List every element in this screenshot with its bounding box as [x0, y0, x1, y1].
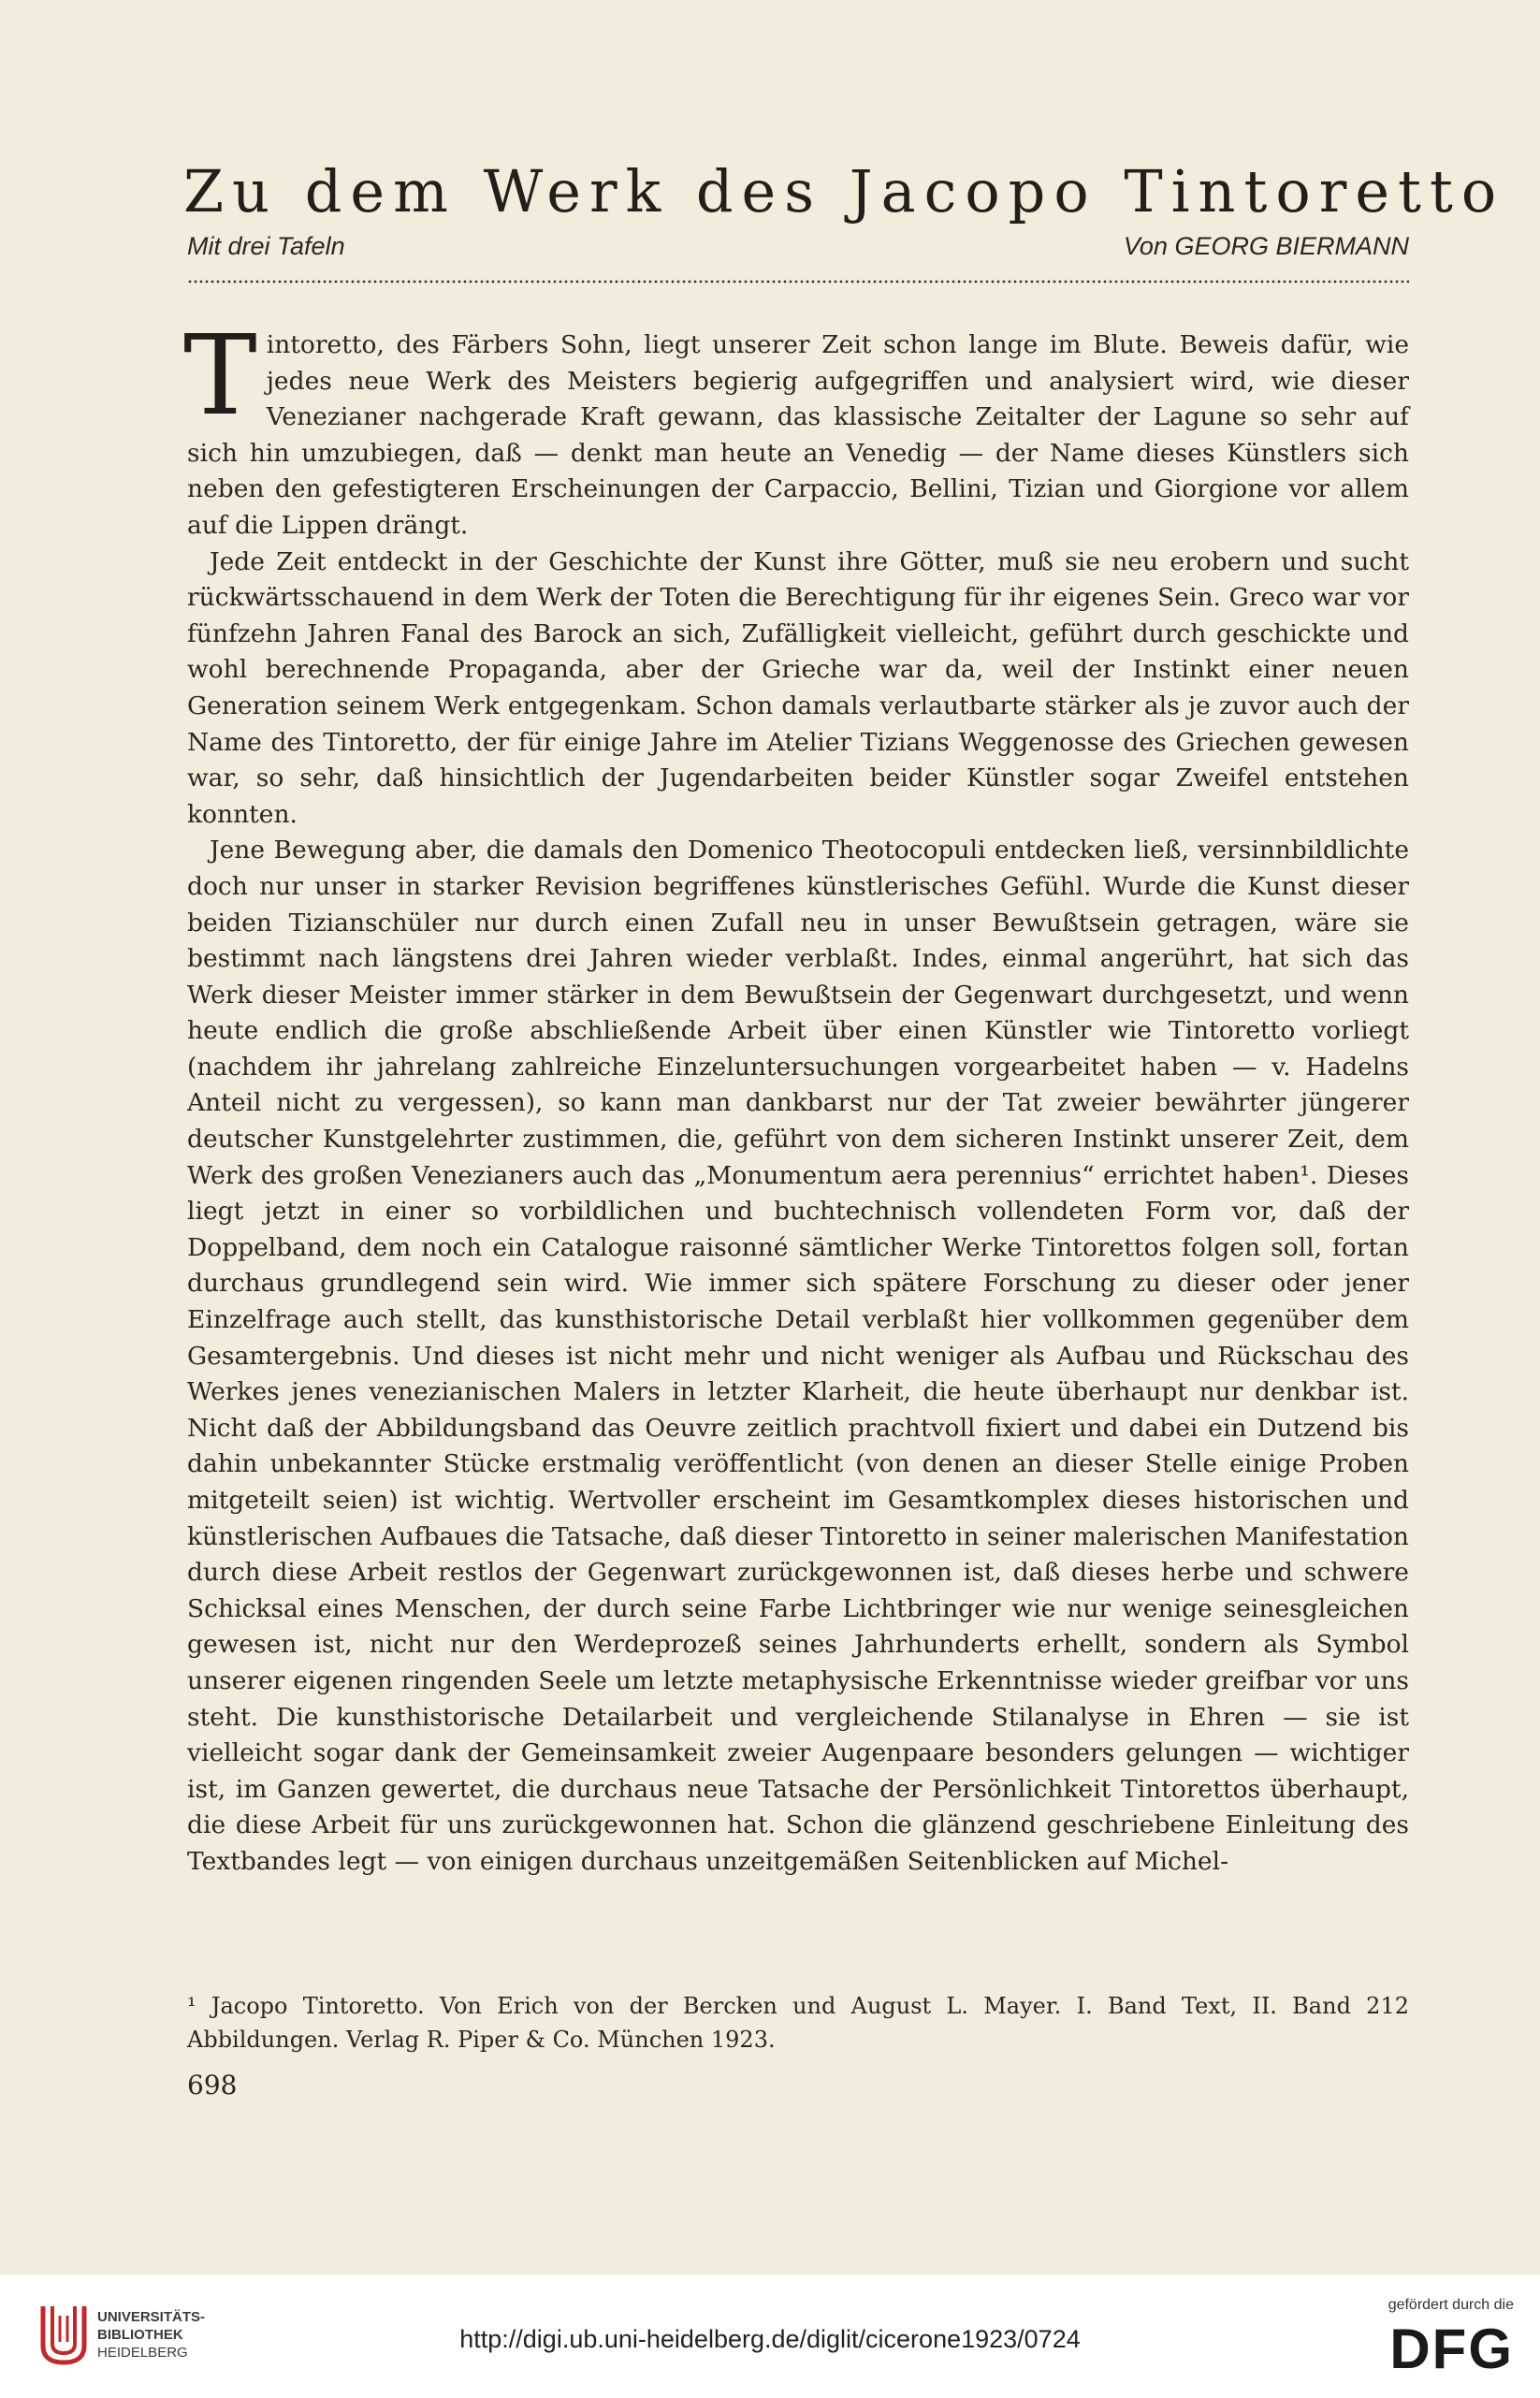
- drop-cap: T: [183, 311, 257, 440]
- article-title: Zu dem Werk des Jacopo Tintoretto: [183, 157, 1505, 225]
- dotted-divider: [187, 279, 1409, 284]
- sponsor-text: gefördert durch die: [1387, 2297, 1514, 2313]
- subtitle-row: [187, 232, 1409, 266]
- permalink-url[interactable]: http://digi.ub.uni-heidelberg.de/diglit/cicerone1923/0724: [459, 2325, 1081, 2353]
- article-body: [183, 311, 1409, 1881]
- paragraph-3: Jene Bewegung aber, die damals den Domenico Theotocopuli entdecken ließ, versinnbildlichte doch nur unser in starker Revision begriffenes künstlerisches Gefühl. Wurde die Kunst dieser beiden Tizianschüler nur durch einen Zufall neu in unser Bewußtsein getragen, wäre sie bestimmt nach längstens drei Jahren wieder verblaßt. Indes, einmal angerührt, hat sich das Werk dieser Meister immer stärker in dem Bewußtsein der Gegenwart durchgesetzt, und wenn heute endlich die große abschließende Arbeit über einen Künstler wie Tintoretto vorliegt (nachdem ihr jahrelang zahlreiche Einzeluntersuchungen vorgearbeitet haben — v. Hadelns Anteil nicht zu vergessen), so kann man dankbarst nur der Tat zweier bewährter jüngerer deutscher Kunstgelehrter zustimmen, die, geführt von dem sicheren Instinkt unserer Zeit, dem Werk des großen Venezianers auch das „Monumentum aera perennius“ errichtet haben¹. Dieses liegt jetzt in einer so vorbildlichen und buchtechnisch vollendeten Form vor, daß der Doppelband, dem noch ein Catalogue raisonné sämtlicher Werke Tintorettos folgen soll, fortan durchaus grundlegend sein wird. Wie immer sich spätere Forschung zu dieser oder jener Einzelfrage auch stellt, das kunsthistorische Detail verblaßt hier vollkommen gegenüber dem Gesamtergebnis. Und dieses ist nicht mehr und nicht weniger als Aufbau und Rückschau des Werkes jenes venezianischen Malers in letzter Klarheit, die heute überhaupt nur denkbar ist. Nicht daß der Abbildungsband das Oeuvre zeitlich prachtvoll fixiert und dabei ein Dutzend bis dahin unbekannter Stücke erstmalig veröffentlicht (von denen an dieser Stelle einige Proben mitgeteilt seien) ist wichtig. Wertvoller erscheint im Gesamtkomplex dieses historischen und künstlerischen Aufbaues die Tatsache, daß dieser Tintoretto in seiner malerischen Manifestation durch diese Arbeit restlos der Gegenwart zurückgewonnen ist, daß dieses herbe und schwere Schicksal eines Menschen, der durch seine Farbe Lichtbringer wie nur wenige seinesgleichen gewesen ist, nicht nur den Werdeprozeß seines Jahrhunderts erhellt, sondern als Symbol unserer eigenen ringenden Seele um letzte metaphysische Erkenntnisse wieder greifbar vor uns steht. Die kunsthistorische Detailarbeit und vergleichende Stilanalyse in Ehren — sie ist vielleicht sogar dank der Gemeinsamkeit zweier Augenpaare besonders gelungen — wichtiger ist, im Ganzen gewertet, die durchaus neue Tatsache der Persönlichkeit Tintorettos überhaupt, die diese Arbeit für uns zurückgewonnen hat. Schon die glänzend geschriebene Einleitung des Textbandes legt — von einigen durchaus unzeitgemäßen Seitenblicken auf Michel-: [187, 836, 1409, 1876]
- library-line-1: UNIVERSITÄTS-: [97, 2309, 206, 2325]
- paragraph-1-text: intoretto, des Färbers Sohn, liegt unserer Zeit schon lange im Blute. Beweis dafür, wie jedes neue Werk des Meisters begierig aufgegriffen und analysiert wird, wie dieser Venezianer nachgerade Kraft gewann, das klassische Zeitalter der Lagune so sehr auf sich hin umzubiegen, daß — denkt man heute an Venedig — der Name dieses Künstlers sich neben den gefestigteren Erscheinungen der Carpaccio, Bellini, Tizian und Giorgione vor allem auf die Lippen drängt.: [187, 330, 1409, 540]
- library-line-2: BIBLIOTHEK: [97, 2327, 183, 2343]
- page-number: 698: [187, 2070, 238, 2100]
- digitization-footer: [0, 2274, 1540, 2398]
- plates-note: Mit drei Tafeln: [187, 232, 345, 260]
- paragraph-1: [183, 311, 1409, 545]
- author-line: Von GEORG BIERMANN: [1123, 232, 1409, 260]
- library-line-3: HEIDELBERG: [97, 2345, 188, 2361]
- paragraph-2: Jede Zeit entdeckt in der Geschichte der Kunst ihre Götter, muß sie neu erobern und sucht rückwärtsschauend in dem Werk der Toten die Berechtigung für ihr eigenes Sein. Greco war vor fünfzehn Jahren Fanal des Barock an sich, Zufälligkeit vielleicht, geführt durch geschickte und wohl berechnende Propaganda, aber der Grieche war da, weil der Instinkt einer neuen Generation seinem Werk entgegenkam. Schon damals verlautbarte stärker als je zuvor auch der Name des Tintoretto, der für einige Jahre im Atelier Tizians Weggenosse des Griechen gewesen war, so sehr, daß hinsichtlich der Jugendarbeiten beider Künstler sogar Zweifel entstehen konnten.: [187, 546, 1409, 829]
- footnote: ¹ Jacopo Tintoretto. Von Erich von der Bercken und August L. Mayer. I. Band Text, II. Band 212 Abbildungen. Verlag R. Piper & Co. München 1923.: [187, 1993, 1409, 2053]
- dfg-logo[interactable]: DFG: [1389, 2318, 1514, 2380]
